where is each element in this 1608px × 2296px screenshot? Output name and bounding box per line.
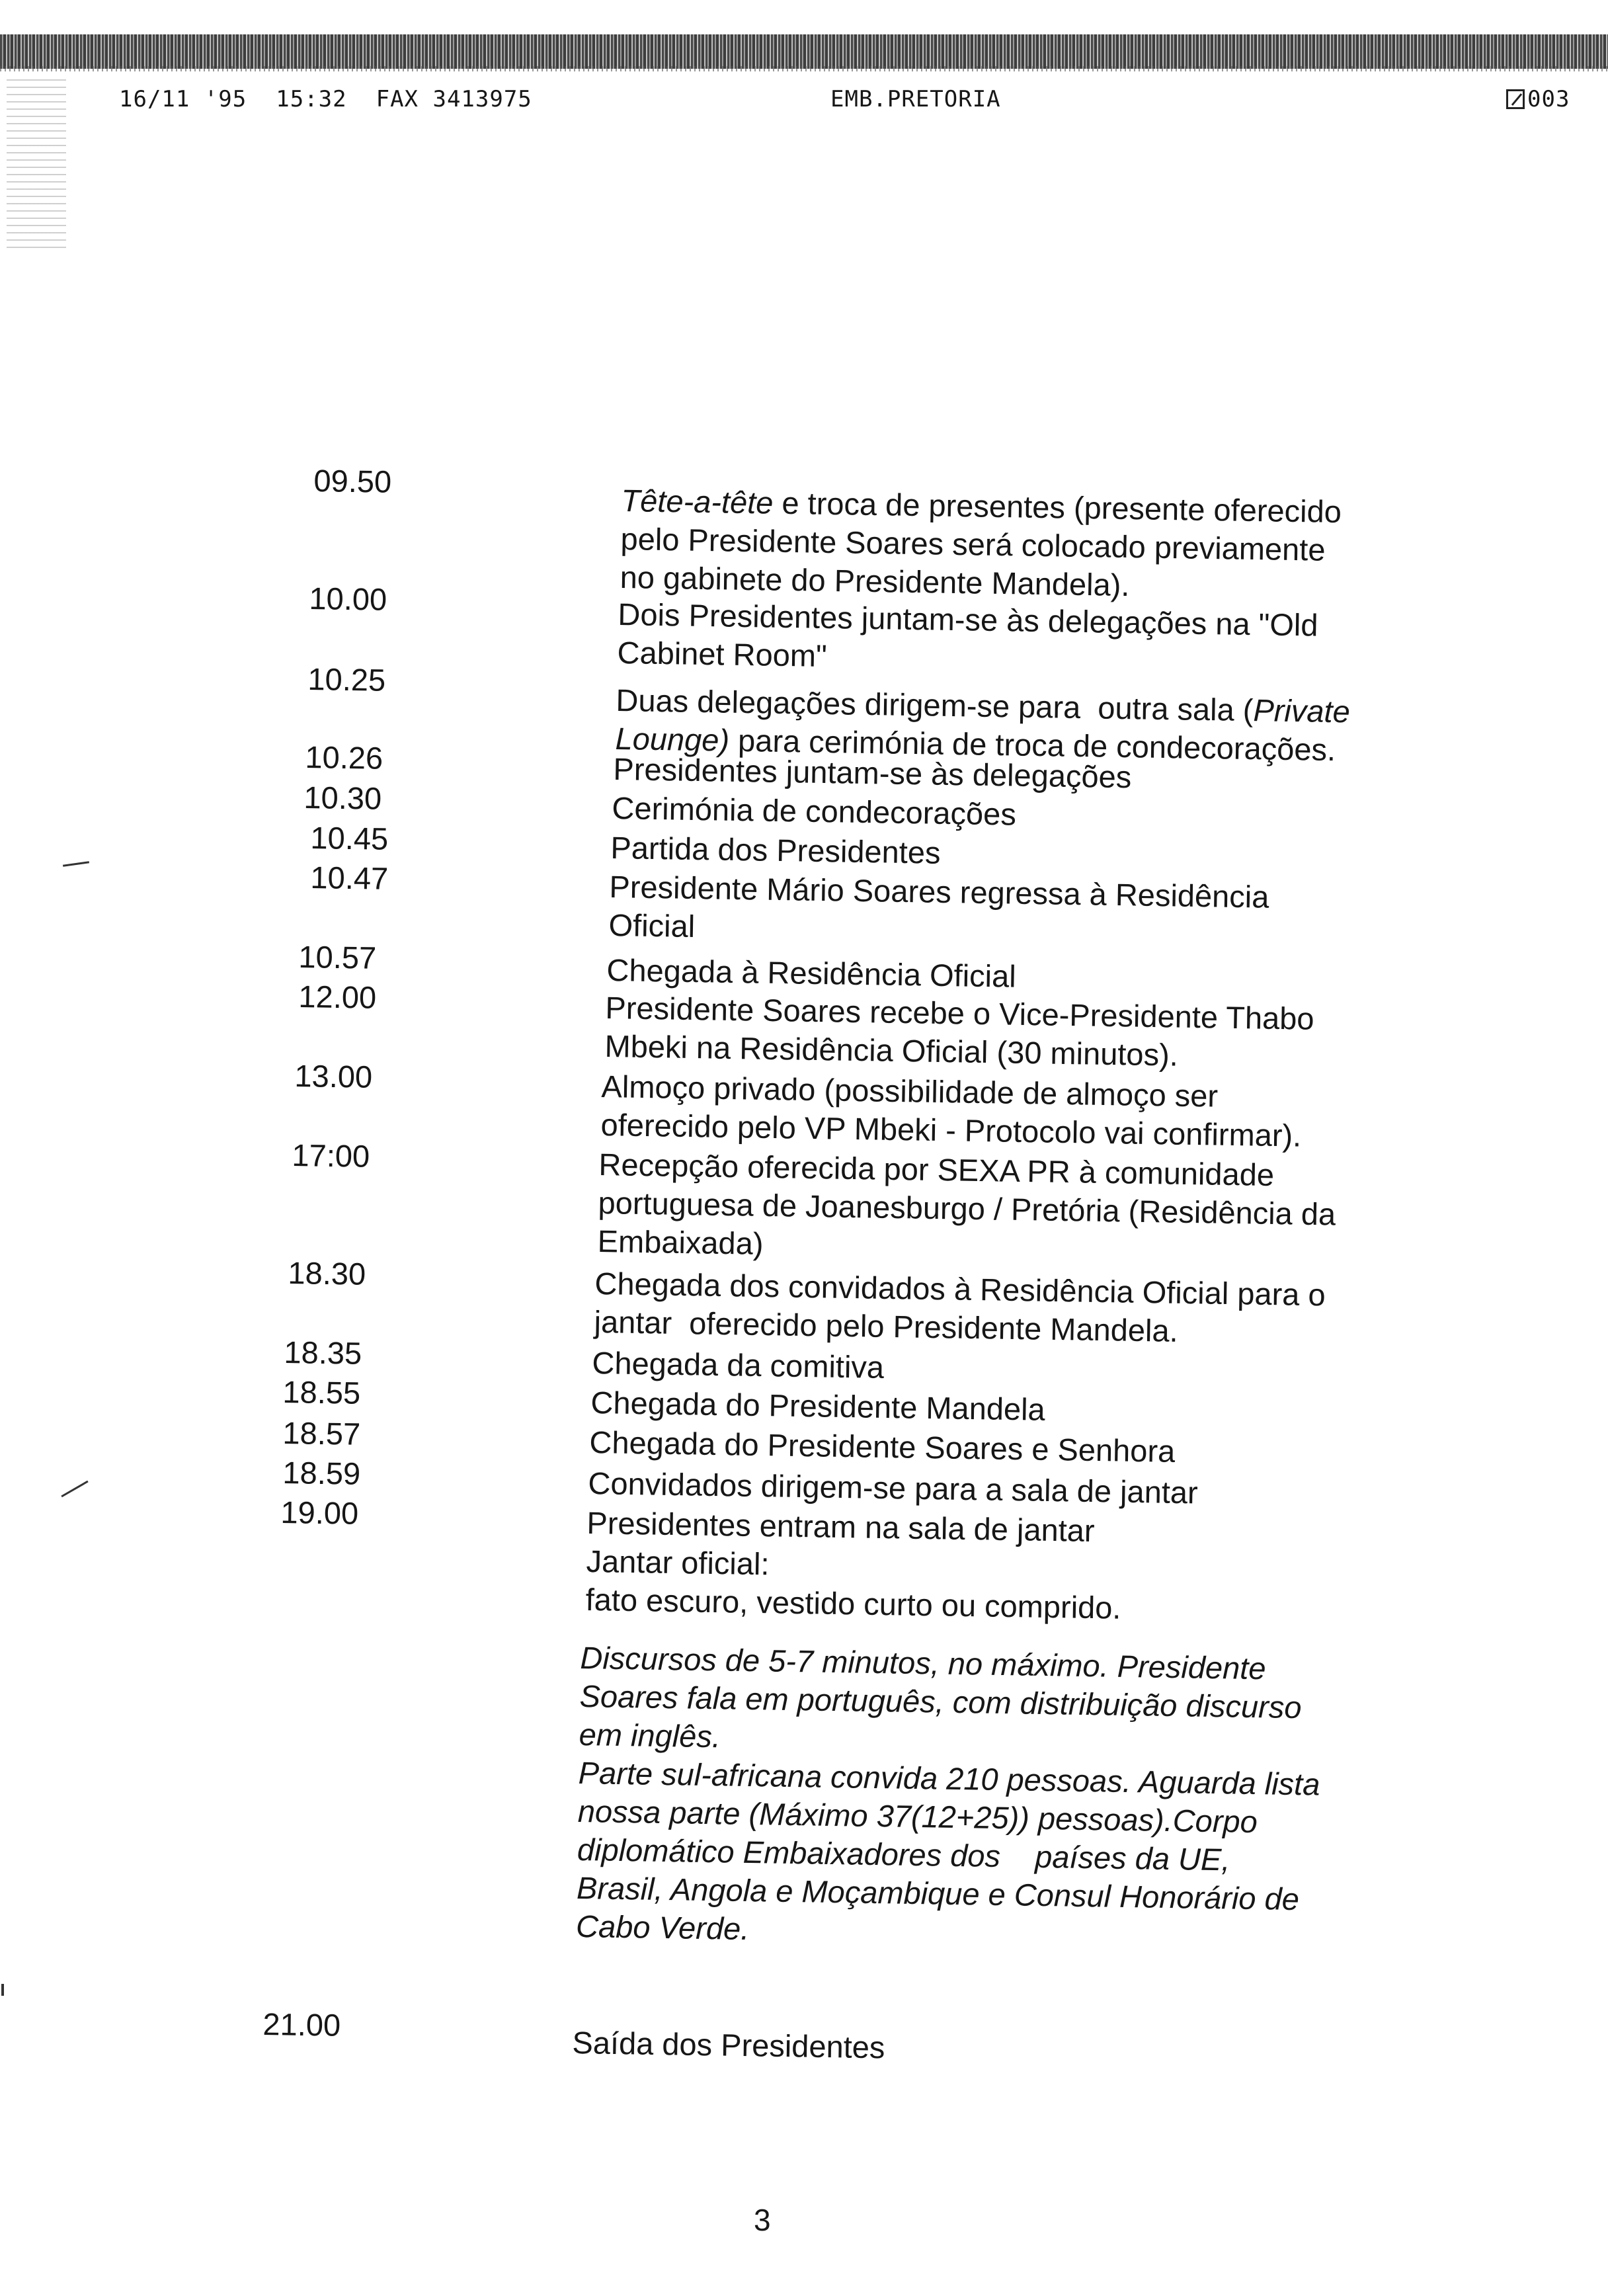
schedule-description: Dois Presidentes juntam-se às delegações na "Old Cabinet Room" (617, 596, 1318, 673)
schedule-description: Convidados dirigem-se para a sala de jantar (588, 1465, 1199, 1510)
schedule-time: 18.35 (284, 1334, 362, 1371)
schedule-time: 12.00 (298, 978, 377, 1015)
schedule-time: 18.30 (288, 1254, 366, 1292)
schedule-description: Chegada à Residência Oficial (606, 952, 1017, 994)
schedule-time: 17:00 (292, 1137, 370, 1174)
schedule-description: Chegada da comitiva (592, 1344, 885, 1385)
schedule-description: Presidente Mário Soares regressa à Residência Oficial (608, 868, 1269, 944)
schedule-time: 19.00 (280, 1494, 359, 1531)
schedule-description: Chegada do Presidente Soares e Senhora (589, 1424, 1176, 1469)
schedule-description: Chegada dos convidados à Residência Oficial para o jantar oferecido pelo Presidente Mandela. (594, 1265, 1326, 1348)
schedule-time: 10.26 (305, 739, 383, 776)
schedule-time: 18.59 (282, 1454, 361, 1491)
schedule-description: Tête-a-tête e troca de presentes (presente oferecido pelo Presidente Soares será colocado previamente no gabinete do Presidente Mandela). (620, 482, 1342, 603)
fax-page-number: 003 (1527, 86, 1570, 112)
schedule-time: 10.45 (310, 819, 389, 856)
schedule-time: 10.57 (298, 938, 377, 975)
schedule-description: Almoço privado (possibilidade de almoço ser oferecido pelo VP Mbeki - Protocolo vai confirmar). (600, 1068, 1302, 1153)
fax-sender: EMB.PRETORIA (830, 86, 1001, 112)
schedule-time: 13.00 (294, 1057, 373, 1094)
schedule-time: 09.50 (313, 462, 392, 499)
schedule-description: Cerimónia de condecorações (612, 790, 1017, 832)
schedule-time: 21.00 (262, 2006, 341, 2043)
schedule-time: 10.47 (310, 859, 389, 896)
fax-time: 15:32 (276, 86, 347, 112)
schedule-time: 18.55 (282, 1374, 361, 1411)
schedule-description: Presidentes entram na sala de jantar Jantar oficial: fato escuro, vestido curto ou comprido. (585, 1504, 1121, 1625)
schedule-time: 10.00 (309, 580, 387, 617)
schedule-description: Duas delegações dirigem-se para outra sala (Private Lounge) para cerimónia de troca de condecorações. (615, 682, 1351, 768)
dinner-notes: Discursos de 5-7 minutos, no máximo. Presidente Soares fala em português, com distribuição discurso em inglês. Parte sul-africana convida 210 pessoas. Aguarda lista nossa parte (Máximo 37(12+25)) pessoas).Corpo diplomático Embaixadores dos países da UE, Brasil, Angola e Moçambique e Consul Honorário de Cabo Verde. (575, 1639, 1320, 1947)
fax-date: 16/11 '95 (119, 86, 247, 112)
stray-mark (1, 1984, 4, 1996)
page-number: 3 (754, 2203, 771, 2237)
schedule-description: Chegada do Presidente Mandela (590, 1384, 1046, 1427)
schedule-time: 10.25 (307, 661, 386, 698)
schedule-time: 10.30 (303, 779, 382, 816)
schedule-description: Presidentes juntam-se às delegações (613, 751, 1132, 795)
fax-number: FAX 3413975 (376, 86, 532, 112)
schedule-description: Saída dos Presidentes (572, 2024, 885, 2065)
schedule-description: Presidente Soares recebe o Vice-Presidente Thabo Mbeki na Residência Oficial (30 minutos). (604, 989, 1314, 1073)
schedule-time: 18.57 (282, 1414, 361, 1452)
schedule-description: Recepção oferecida por SEXA PR à comunidade portuguesa de Joanesburgo / Pretória (Residência da Embaixada) (597, 1146, 1336, 1261)
schedule-description: Partida dos Presidentes (610, 829, 941, 870)
